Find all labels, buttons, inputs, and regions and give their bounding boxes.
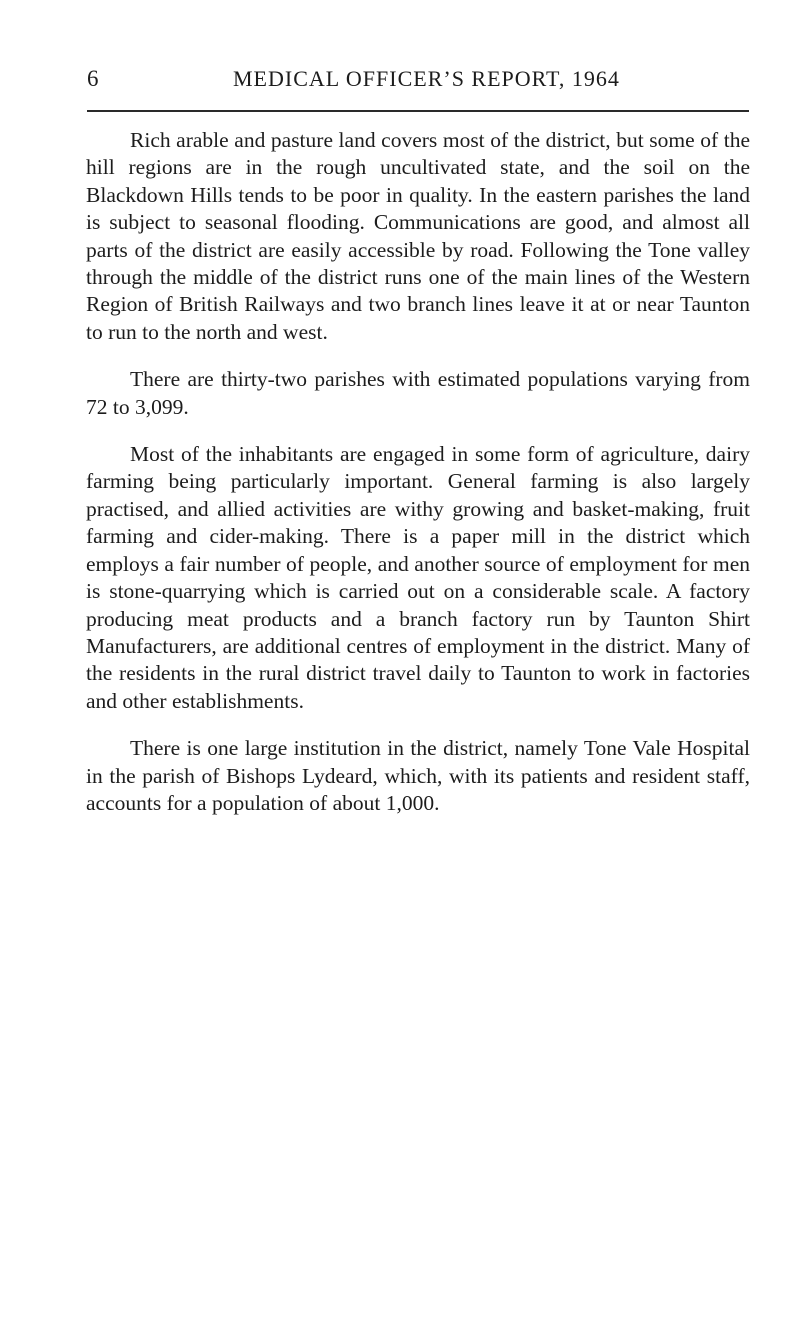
running-title: MEDICAL OFFICER’S REPORT, 1964 [233, 66, 620, 91]
paragraph-employment: Most of the inhabitants are engaged in some form of agriculture, dairy farming being particularly important. General farming is also largely practised, and allied activities are withy growing and basket-making, fruit farming and cider-making. There is a paper mill in the district which employs a fair number of people, and another source of employment for men is stone-quarrying which is carried out on a considerable scale. A factory producing meat products and a branch factory run by Taunton Shirt Manufacturers, are additional centres of employment in the district. Many of the residents in the rural district travel daily to Taunton to work in factories and other establishments. [86, 442, 750, 713]
page-number: 6 [87, 66, 99, 91]
header-rule [87, 110, 749, 112]
page-header [87, 66, 747, 100]
paragraph-institution: There is one large institution in the district, namely Tone Vale Hospital in the parish of Bishops Lydeard, which, with its patients and resident staff, accounts for a population of about 1,000. [86, 736, 750, 815]
body-text [86, 127, 750, 837]
paragraph-parishes: There are thirty-two parishes with estimated populations varying from 72 to 3,099. [86, 367, 750, 419]
paragraph-land-and-communications: Rich arable and pasture land covers most of the district, but some of the hill regions are in the rough uncultivated state, and the soil on the Blackdown Hills tends to be poor in quality. In the eastern parishes the land is subject to seasonal flooding. Communications are good, and almost all parts of the district are easily accessible by road. Following the Tone valley through the middle of the district runs one of the main lines of the Western Region of British Railways and two branch lines leave it at or near Taunton to run to the north and west. [86, 128, 750, 344]
